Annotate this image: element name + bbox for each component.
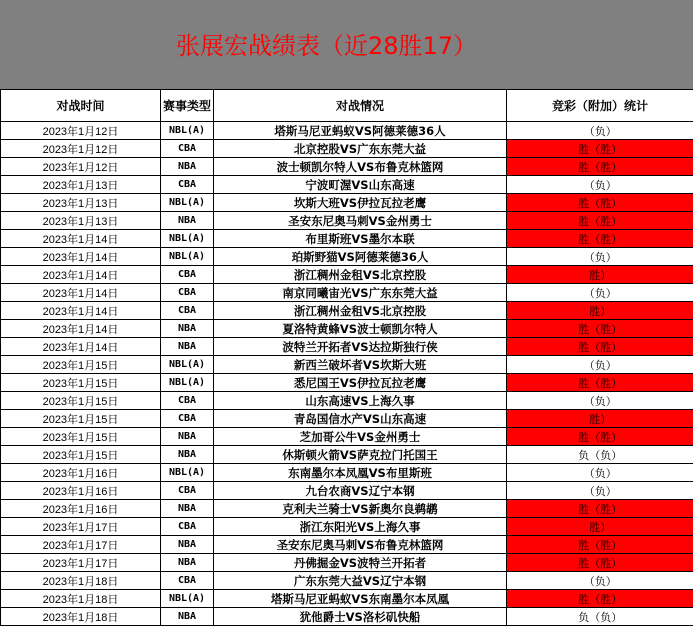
result-cell: 胜（胜） (507, 230, 693, 248)
header-match: 对战情况 (214, 90, 507, 122)
header-type: 赛事类型 (161, 90, 214, 122)
match-cell: 浙江东阳光VS上海久事 (214, 518, 507, 536)
header-row (1, 90, 693, 122)
table-row (1, 590, 693, 608)
table-row (1, 248, 693, 266)
match-cell: 圣安东尼奥马刺VS布鲁克林篮网 (214, 536, 507, 554)
date-cell: 2023年1月17日 (1, 518, 161, 536)
result-cell: （负） (507, 122, 693, 140)
result-cell: 胜） (507, 302, 693, 320)
date-cell: 2023年1月13日 (1, 176, 161, 194)
record-table (0, 89, 693, 626)
type-cell: NBA (161, 536, 214, 554)
table-row (1, 140, 693, 158)
date-cell: 2023年1月15日 (1, 410, 161, 428)
date-cell: 2023年1月15日 (1, 428, 161, 446)
match-cell: 广东东莞大益VS辽宁本钢 (214, 572, 507, 590)
type-cell: NBL(A) (161, 374, 214, 392)
type-cell: NBL(A) (161, 122, 214, 140)
result-cell: 负（负） (507, 446, 693, 464)
page-title: 张展宏战绩表（近28胜17） (175, 32, 478, 60)
date-cell: 2023年1月14日 (1, 302, 161, 320)
type-cell: CBA (161, 266, 214, 284)
table-row (1, 464, 693, 482)
type-cell: NBA (161, 500, 214, 518)
match-cell: 南京同曦宙光VS广东东莞大益 (214, 284, 507, 302)
date-cell: 2023年1月16日 (1, 500, 161, 518)
match-cell: 山东高速VS上海久事 (214, 392, 507, 410)
date-cell: 2023年1月14日 (1, 338, 161, 356)
result-cell: 胜） (507, 266, 693, 284)
table-row (1, 338, 693, 356)
type-cell: CBA (161, 482, 214, 500)
date-cell: 2023年1月15日 (1, 374, 161, 392)
date-cell: 2023年1月14日 (1, 230, 161, 248)
type-cell: NBA (161, 158, 214, 176)
result-cell: （负） (507, 464, 693, 482)
type-cell: CBA (161, 176, 214, 194)
match-cell: 克利夫兰骑士VS新奥尔良鹈鹕 (214, 500, 507, 518)
result-cell: 胜（胜） (507, 140, 693, 158)
type-cell: NBA (161, 428, 214, 446)
table-row (1, 392, 693, 410)
match-cell: 波士顿凯尔特人VS布鲁克林篮网 (214, 158, 507, 176)
result-cell: （负） (507, 248, 693, 266)
table-row (1, 608, 693, 626)
date-cell: 2023年1月13日 (1, 212, 161, 230)
match-cell: 新西兰破坏者VS坎斯大班 (214, 356, 507, 374)
match-cell: 九台农商VS辽宁本钢 (214, 482, 507, 500)
table-row (1, 158, 693, 176)
result-cell: 胜（胜） (507, 320, 693, 338)
table-row (1, 122, 693, 140)
type-cell: NBA (161, 446, 214, 464)
match-cell: 东南墨尔本凤凰VS布里斯班 (214, 464, 507, 482)
table-row (1, 266, 693, 284)
table-row (1, 356, 693, 374)
match-cell: 青岛国信水产VS山东高速 (214, 410, 507, 428)
table-row (1, 428, 693, 446)
date-cell: 2023年1月14日 (1, 248, 161, 266)
result-cell: 胜） (507, 410, 693, 428)
result-cell: （负） (507, 176, 693, 194)
type-cell: NBL(A) (161, 590, 214, 608)
result-cell: （负） (507, 482, 693, 500)
type-cell: NBA (161, 608, 214, 626)
table-row (1, 482, 693, 500)
result-cell: 胜（胜） (507, 428, 693, 446)
match-cell: 夏洛特黄蜂VS波士顿凯尔特人 (214, 320, 507, 338)
type-cell: CBA (161, 140, 214, 158)
type-cell: NBA (161, 320, 214, 338)
match-cell: 塔斯马尼亚蚂蚁VS东南墨尔本凤凰 (214, 590, 507, 608)
result-cell: （负） (507, 572, 693, 590)
date-cell: 2023年1月14日 (1, 284, 161, 302)
table-row (1, 572, 693, 590)
date-cell: 2023年1月16日 (1, 464, 161, 482)
result-cell: 负（负） (507, 608, 693, 626)
type-cell: NBL(A) (161, 248, 214, 266)
result-cell: 胜（胜） (507, 338, 693, 356)
match-cell: 珀斯野猫VS阿德莱德36人 (214, 248, 507, 266)
date-cell: 2023年1月14日 (1, 266, 161, 284)
table-row (1, 446, 693, 464)
table-row (1, 212, 693, 230)
match-cell: 坎斯大班VS伊拉瓦拉老鹰 (214, 194, 507, 212)
date-cell: 2023年1月13日 (1, 194, 161, 212)
date-cell: 2023年1月18日 (1, 608, 161, 626)
type-cell: NBA (161, 212, 214, 230)
result-cell: 胜（胜） (507, 500, 693, 518)
table-row (1, 230, 693, 248)
result-cell: 胜（胜） (507, 194, 693, 212)
type-cell: CBA (161, 284, 214, 302)
table-row (1, 194, 693, 212)
table-row (1, 284, 693, 302)
type-cell: CBA (161, 518, 214, 536)
table-row (1, 554, 693, 572)
result-cell: 胜（胜） (507, 590, 693, 608)
table-row (1, 410, 693, 428)
date-cell: 2023年1月14日 (1, 320, 161, 338)
match-cell: 丹佛掘金VS波特兰开拓者 (214, 554, 507, 572)
result-cell: （负） (507, 284, 693, 302)
result-cell: （负） (507, 392, 693, 410)
date-cell: 2023年1月17日 (1, 536, 161, 554)
title-banner (0, 0, 693, 89)
result-cell: 胜（胜） (507, 554, 693, 572)
date-cell: 2023年1月12日 (1, 140, 161, 158)
result-cell: 胜（胜） (507, 536, 693, 554)
match-cell: 浙江稠州金租VS北京控股 (214, 266, 507, 284)
match-cell: 芝加哥公牛VS金州勇士 (214, 428, 507, 446)
header-time: 对战时间 (1, 90, 161, 122)
table-row (1, 518, 693, 536)
table-row (1, 302, 693, 320)
match-cell: 布里斯班VS墨尔本联 (214, 230, 507, 248)
type-cell: NBL(A) (161, 356, 214, 374)
result-cell: 胜（胜） (507, 158, 693, 176)
type-cell: NBL(A) (161, 464, 214, 482)
type-cell: NBA (161, 338, 214, 356)
result-cell: 胜（胜） (507, 212, 693, 230)
date-cell: 2023年1月15日 (1, 446, 161, 464)
match-cell: 悉尼国王VS伊拉瓦拉老鹰 (214, 374, 507, 392)
result-cell: 胜） (507, 518, 693, 536)
type-cell: CBA (161, 410, 214, 428)
date-cell: 2023年1月16日 (1, 482, 161, 500)
header-stat: 竞彩（附加）统计 (507, 90, 693, 122)
date-cell: 2023年1月18日 (1, 572, 161, 590)
match-cell: 北京控股VS广东东莞大益 (214, 140, 507, 158)
type-cell: CBA (161, 572, 214, 590)
date-cell: 2023年1月15日 (1, 392, 161, 410)
table-row (1, 320, 693, 338)
type-cell: NBL(A) (161, 194, 214, 212)
result-cell: （负） (507, 356, 693, 374)
match-cell: 浙江稠州金租VS北京控股 (214, 302, 507, 320)
table-row (1, 500, 693, 518)
date-cell: 2023年1月12日 (1, 122, 161, 140)
match-cell: 波特兰开拓者VS达拉斯独行侠 (214, 338, 507, 356)
date-cell: 2023年1月17日 (1, 554, 161, 572)
table-row (1, 374, 693, 392)
result-cell: 胜（胜） (507, 374, 693, 392)
match-cell: 圣安东尼奥马刺VS金州勇士 (214, 212, 507, 230)
date-cell: 2023年1月15日 (1, 356, 161, 374)
table-row (1, 176, 693, 194)
type-cell: CBA (161, 392, 214, 410)
date-cell: 2023年1月18日 (1, 590, 161, 608)
type-cell: NBL(A) (161, 230, 214, 248)
type-cell: CBA (161, 302, 214, 320)
match-cell: 宁波町渥VS山东高速 (214, 176, 507, 194)
type-cell: NBA (161, 554, 214, 572)
date-cell: 2023年1月12日 (1, 158, 161, 176)
match-cell: 休斯顿火箭VS萨克拉门托国王 (214, 446, 507, 464)
match-cell: 塔斯马尼亚蚂蚁VS阿德莱德36人 (214, 122, 507, 140)
table-row (1, 536, 693, 554)
match-cell: 犹他爵士VS洛杉矶快船 (214, 608, 507, 626)
